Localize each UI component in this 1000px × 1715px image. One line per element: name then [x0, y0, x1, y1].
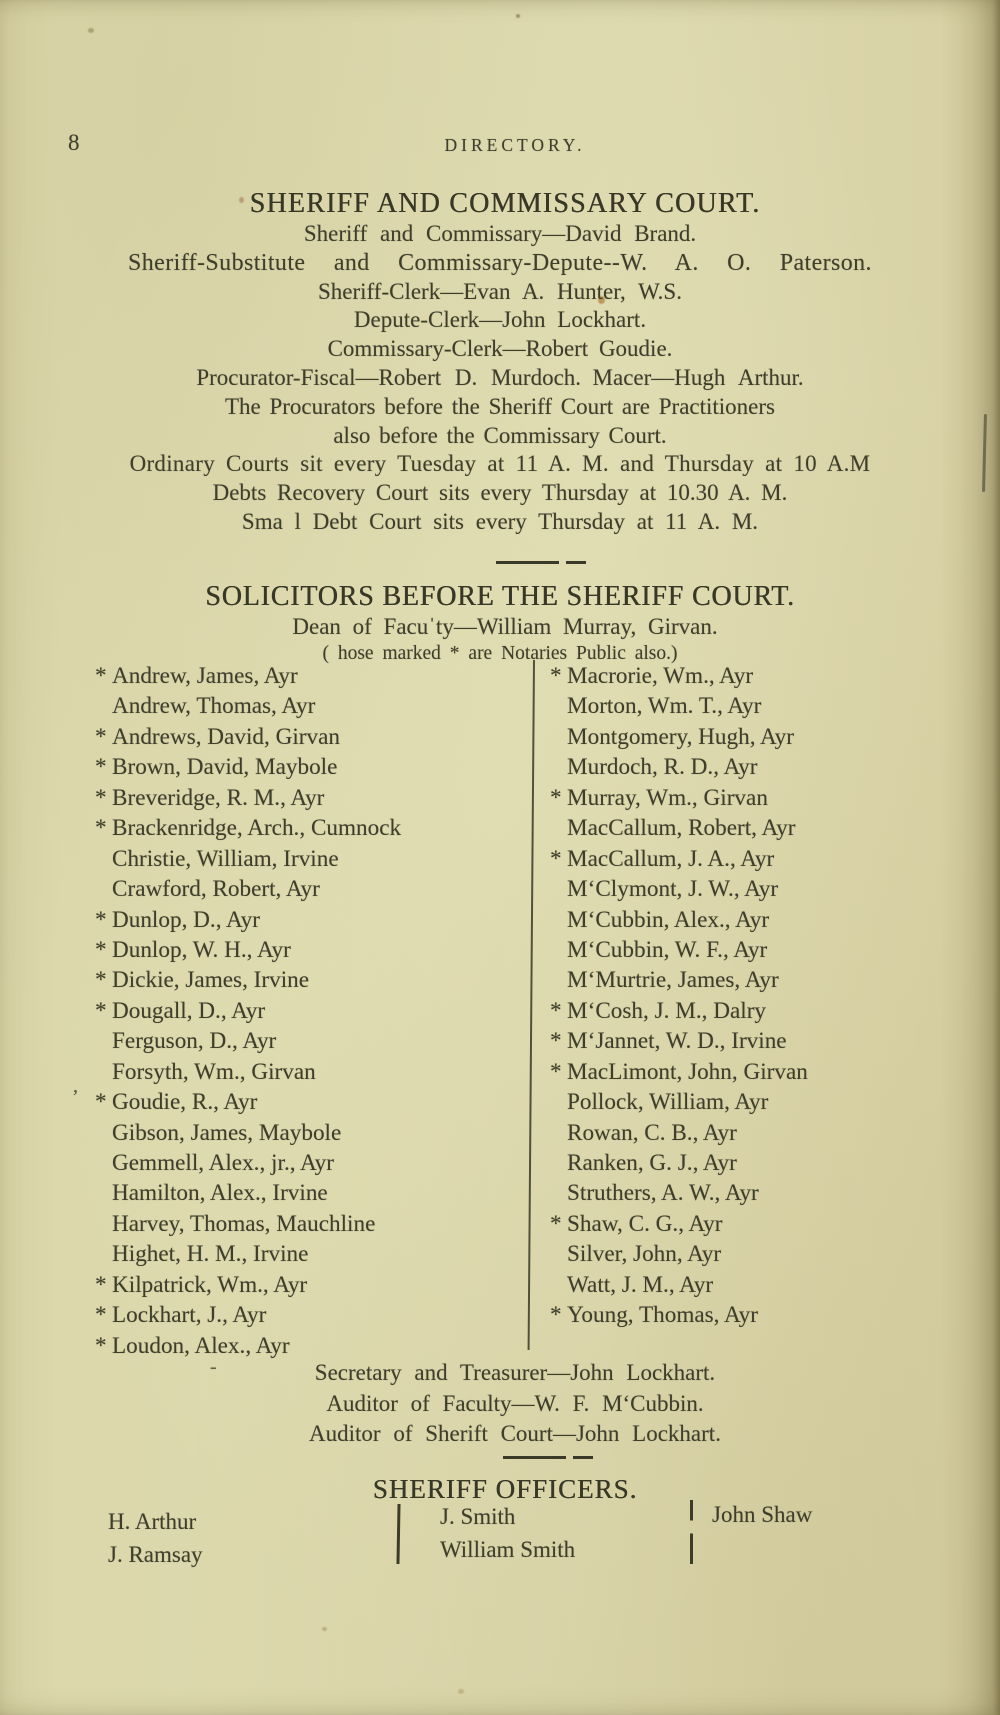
solicitor-name: Andrew, Thomas, Ayr — [112, 693, 316, 720]
solicitor-name: M‘Murtrie, James, Ayr — [567, 967, 779, 994]
notary-asterisk: * — [95, 723, 107, 750]
solicitor-name: Crawford, Robert, Ayr — [112, 876, 320, 903]
section-divider-rule — [503, 1456, 593, 1459]
notary-asterisk: * — [95, 1302, 107, 1329]
solicitor-entry — [550, 1120, 990, 1150]
solicitor-entry — [95, 724, 540, 754]
solicitor-name: MacCallum, Robert, Ayr — [567, 815, 796, 842]
officer-name: William Smith — [440, 1536, 576, 1562]
solicitor-name: Silver, John, Ayr — [567, 1241, 722, 1268]
solicitor-entry — [550, 785, 990, 815]
solicitor-name: Murray, Wm., Girvan — [567, 784, 768, 811]
notary-asterisk: * — [95, 815, 107, 842]
solicitor-name: M‘Jannet, W. D., Irvine — [567, 1028, 787, 1055]
solicitor-entry — [550, 1272, 990, 1302]
solicitor-name: Ranken, G. J., Ayr — [567, 1150, 737, 1176]
officers-column-2 — [440, 1501, 575, 1566]
court-line: Depute-Clerk—John Lockhart. — [353, 307, 647, 333]
solicitor-name: Macrorie, Wm., Ayr — [567, 663, 754, 689]
court-line: also before the Commissary Court. — [333, 422, 667, 448]
solicitor-name: Struthers, A. W., Ayr — [567, 1180, 759, 1207]
solicitor-entry — [550, 967, 990, 997]
solicitor-entry — [95, 1211, 540, 1241]
solicitor-name: Goudie, R., Ayr — [112, 1089, 258, 1116]
solicitor-name: Watt, J. M., Ayr — [567, 1271, 714, 1298]
solicitor-entry — [550, 663, 990, 693]
solicitor-name: Ferguson, D., Ayr — [112, 1028, 277, 1055]
court-line: Sheriff-Clerk—Evan A. Hunter, W.S. — [318, 278, 682, 304]
officers-column-1 — [108, 1506, 203, 1571]
notary-asterisk: * — [95, 754, 107, 781]
running-title: DIRECTORY. — [444, 135, 586, 155]
solicitor-name: Dougall, D., Ayr — [112, 997, 266, 1024]
notary-asterisk: * — [95, 1332, 107, 1359]
solicitor-name: Young, Thomas, Ayr — [567, 1302, 758, 1329]
notary-asterisk: * — [95, 663, 107, 689]
solicitor-entry — [550, 937, 990, 967]
notary-asterisk: * — [550, 1210, 562, 1237]
notary-asterisk: * — [95, 784, 107, 811]
solicitor-entry — [95, 998, 540, 1028]
solicitor-entry — [95, 1302, 540, 1332]
page-number: 8 — [68, 130, 80, 155]
officer-name: J. Ramsay — [108, 1541, 203, 1567]
court-details-block — [0, 221, 1000, 538]
solicitor-name: Morton, Wm. T., Ayr — [567, 693, 762, 720]
solicitor-entry — [95, 1180, 540, 1210]
solicitor-entry — [550, 1028, 990, 1058]
court-line: Procurator-Fiscal—Robert D. Murdoch. Macer—Hugh Arthur. — [196, 364, 804, 390]
notary-asterisk: * — [550, 784, 562, 811]
court-line: Sma l Debt Court sits every Thursday at 11 A. M. — [241, 508, 759, 534]
solicitor-entry — [95, 785, 540, 815]
solicitor-name: Pollock, William, Ayr — [567, 1089, 769, 1116]
solicitor-entry — [550, 1059, 990, 1089]
solicitor-entry — [550, 815, 990, 845]
section-divider-rule — [496, 561, 586, 564]
solicitor-entry — [95, 907, 540, 937]
court-line: The Procurators before the Sheriff Court are Practitioners — [224, 393, 776, 419]
solicitor-entry — [550, 846, 990, 876]
notary-asterisk: * — [550, 1028, 562, 1055]
heading-sheriff-commissary-court: SHERIFF AND COMMISSARY COURT. — [249, 188, 761, 219]
solicitor-entry — [550, 1180, 990, 1210]
solicitors-right-column — [550, 663, 990, 1333]
solicitor-name: MacLimont, John, Girvan — [567, 1058, 808, 1085]
solicitor-entry — [95, 754, 540, 784]
notary-asterisk: * — [550, 663, 562, 689]
solicitor-name: M‘Clymont, J. W., Ayr — [567, 876, 779, 903]
solicitor-name: Gemmell, Alex., jr., Ayr — [112, 1150, 334, 1176]
solicitor-entry — [95, 846, 540, 876]
solicitor-entry — [95, 1089, 540, 1119]
solicitor-name: M‘Cubbin, Alex., Ayr — [567, 906, 770, 933]
officers-divider-2 — [690, 1500, 693, 1564]
solicitor-entry — [95, 937, 540, 967]
solicitor-entry — [550, 998, 990, 1028]
solicitor-name: Murdoch, R. D., Ayr — [567, 754, 758, 781]
solicitor-entry — [95, 693, 540, 723]
solicitor-entry — [95, 1333, 540, 1363]
solicitor-entry — [95, 1120, 540, 1150]
notary-asterisk: * — [95, 906, 107, 933]
paper-speck — [458, 1689, 464, 1694]
solicitor-name: Brown, David, Maybole — [112, 754, 338, 781]
notary-asterisk: * — [95, 1271, 107, 1298]
solicitor-name: Breveridge, R. M., Ayr — [112, 784, 325, 811]
solicitor-entry — [95, 1028, 540, 1058]
solicitor-entry — [550, 907, 990, 937]
solicitor-entry — [95, 1241, 540, 1271]
solicitor-entry — [550, 693, 990, 723]
heading-sheriff-officers: SHERIFF OFFICERS. — [372, 1474, 638, 1504]
solicitor-name: Christie, William, Irvine — [112, 845, 339, 872]
solicitor-name: Harvey, Thomas, Mauchline — [112, 1210, 376, 1237]
notary-asterisk: * — [95, 997, 107, 1024]
solicitor-name: Loudon, Alex., Ayr — [112, 1332, 290, 1359]
paper-speck — [322, 1627, 327, 1631]
solicitor-entry — [95, 663, 540, 693]
officer-name: H. Arthur — [108, 1509, 197, 1534]
solicitor-name: Shaw, C. G., Ayr — [567, 1210, 723, 1237]
solicitor-entry — [550, 1302, 990, 1332]
dean-of-faculty-line: Dean of Facuˈty—William Murray, Girvan. — [292, 614, 718, 639]
solicitor-name: Lockhart, J., Ayr — [112, 1302, 267, 1329]
solicitor-entry — [95, 1272, 540, 1302]
officer-name: J. Smith — [440, 1504, 516, 1529]
margin-ink-mark: ’ — [72, 1086, 79, 1108]
paper-speck — [88, 28, 94, 33]
solicitor-name: Andrews, David, Girvan — [112, 723, 340, 750]
solicitor-entry — [550, 724, 990, 754]
solicitor-entry — [550, 1211, 990, 1241]
solicitor-name: M‘Cubbin, W. F., Ayr — [567, 936, 768, 963]
solicitor-entry — [95, 1150, 540, 1180]
solicitor-name: Rowan, C. B., Ayr — [567, 1119, 737, 1146]
solicitor-name: Forsyth, Wm., Girvan — [112, 1058, 316, 1085]
officers-divider-1 — [396, 1504, 400, 1564]
officer-name: John Shaw — [712, 1502, 813, 1527]
notary-asterisk: * — [550, 1302, 562, 1329]
notary-asterisk: * — [95, 967, 107, 994]
solicitor-entry — [550, 1241, 990, 1271]
notary-asterisk: * — [550, 845, 562, 872]
margin-ink-dash: - — [210, 1356, 217, 1378]
court-line: Debts Recovery Court sits every Thursday at 10.30 A. M. — [212, 480, 788, 506]
officers-column-3 — [712, 1499, 812, 1532]
notary-asterisk: * — [95, 1089, 107, 1116]
solicitor-entry — [95, 1059, 540, 1089]
solicitor-entry — [95, 876, 540, 906]
solicitor-name: Andrew, James, Ayr — [112, 663, 298, 689]
solicitor-name: Kilpatrick, Wm., Ayr — [112, 1271, 308, 1298]
court-line: Sheriff-Substitute and Commissary-Depute--W. A. O. Paterson. — [128, 249, 872, 276]
auditor-faculty-line: Auditor of Faculty—W. F. M‘Cubbin. — [326, 1390, 704, 1416]
solicitor-entry — [95, 967, 540, 997]
notary-asterisk: * — [550, 997, 562, 1024]
court-line: Ordinary Courts sit every Tuesday at 11 A. M. and Thursday at 10 A.M — [129, 451, 871, 477]
notary-asterisk: * — [550, 1058, 562, 1085]
court-line: Sheriff and Commissary—David Brand. — [303, 221, 697, 246]
solicitor-entry — [550, 1150, 990, 1180]
heading-solicitors: SOLICITORS BEFORE THE SHERIFF COURT. — [205, 581, 795, 612]
notaries-note-line: ( hose marked * are Notaries Public also.) — [322, 643, 678, 664]
solicitor-name: Dunlop, D., Ayr — [112, 906, 260, 933]
solicitor-name: Highet, H. M., Irvine — [112, 1241, 309, 1268]
notary-asterisk: * — [95, 936, 107, 963]
solicitor-name: M‘Cosh, J. M., Dalry — [567, 997, 767, 1024]
paper-speck — [516, 14, 520, 18]
secretary-treasurer-line: Secretary and Treasurer—John Lockhart. — [314, 1360, 716, 1385]
court-line: Commissary-Clerk—Robert Goudie. — [327, 336, 673, 362]
solicitor-name: MacCallum, J. A., Ayr — [567, 845, 775, 872]
solicitor-name: Dunlop, W. H., Ayr — [112, 936, 291, 963]
solicitors-left-column — [95, 663, 540, 1363]
solicitor-name: Gibson, James, Maybole — [112, 1119, 342, 1146]
solicitor-entry — [550, 1089, 990, 1119]
solicitor-name: Dickie, James, Irvine — [112, 967, 310, 994]
solicitor-name: Brackenridge, Arch., Cumnock — [112, 815, 402, 842]
solicitor-entry — [550, 754, 990, 784]
auditor-sheriff-court-line: Auditor of Sherift Court—John Lockhart. — [309, 1421, 721, 1446]
solicitor-entry — [95, 815, 540, 845]
solicitor-entry — [550, 876, 990, 906]
solicitor-name: Hamilton, Alex., Irvine — [112, 1180, 328, 1207]
faculty-officials-block — [0, 1360, 1000, 1452]
solicitor-name: Montgomery, Hugh, Ayr — [567, 723, 794, 750]
